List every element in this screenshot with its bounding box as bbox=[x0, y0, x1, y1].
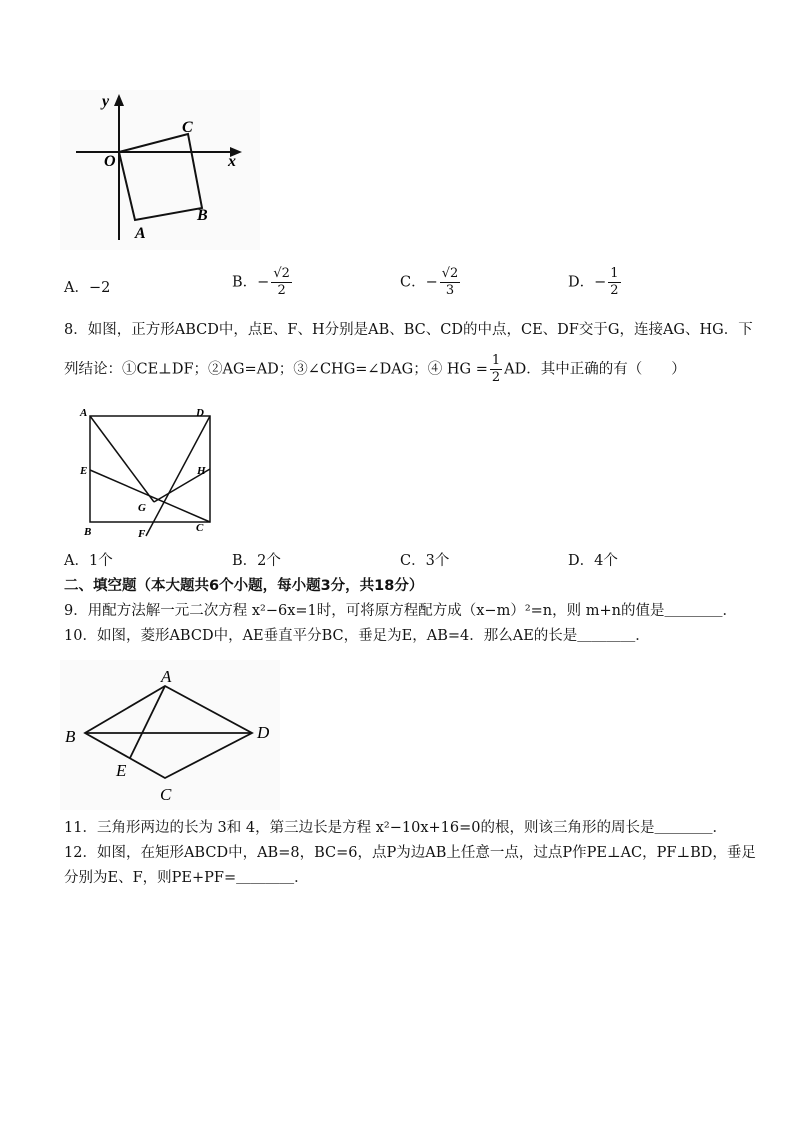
q10-text: 10．如图，菱形ABCD中，AE垂直平分BC，垂足为E，AB=4．那么AE的长是＿＿＿＿． bbox=[64, 628, 650, 644]
q7-option-a bbox=[64, 278, 110, 298]
label-g: G bbox=[138, 502, 146, 514]
label-h: H bbox=[197, 465, 206, 477]
q7-option-b-label: B．− bbox=[232, 274, 270, 291]
q7-option-b bbox=[232, 266, 294, 299]
q12-line1: 12．如图，在矩形ABCD中，AB=8，BC=6，点P为边AB上任意一点，过点P作PE⊥AC，PF⊥BD，垂足 bbox=[64, 845, 756, 861]
square-abcd bbox=[90, 416, 210, 522]
label-c: C bbox=[160, 785, 172, 804]
label-e: E bbox=[80, 465, 88, 477]
q8-fraction bbox=[490, 353, 502, 386]
q8-option-b: B．2个 bbox=[232, 553, 281, 569]
q8-fraction-num: 1 bbox=[491, 353, 501, 368]
segment-ag bbox=[90, 416, 154, 502]
label-c: C bbox=[182, 119, 193, 136]
figure-q10-rhombus bbox=[60, 660, 280, 810]
q7-option-c-fraction bbox=[440, 266, 461, 299]
q7-option-b-fraction bbox=[271, 266, 292, 299]
label-x: x bbox=[228, 153, 236, 170]
q7-option-d-num: 1 bbox=[610, 266, 619, 281]
label-e: E bbox=[116, 761, 127, 780]
label-b: B bbox=[84, 526, 92, 538]
label-b: B bbox=[65, 727, 76, 746]
figure-q8-square bbox=[72, 402, 222, 542]
label-a: A bbox=[135, 225, 146, 242]
label-o: O bbox=[104, 153, 116, 170]
label-a: A bbox=[161, 667, 172, 686]
q7-option-d-label: D．− bbox=[568, 274, 607, 291]
label-f: F bbox=[138, 528, 146, 540]
q8-option-d: D．4个 bbox=[568, 553, 618, 569]
q8-line2 bbox=[64, 353, 686, 386]
q7-option-d-den: 2 bbox=[610, 283, 619, 298]
q7-option-d-fraction bbox=[608, 266, 620, 299]
q8-line1: 8．如图，正方形ABCD中，点E、F、H分别是AB、BC、CD的中点，CE、DF交于G，连接AG、HG．下 bbox=[64, 322, 753, 338]
q7-option-c-den: 3 bbox=[445, 283, 455, 298]
label-y: y bbox=[102, 93, 110, 110]
label-d: D bbox=[257, 723, 270, 742]
q8-line2-post: AD．其中正确的有（ ） bbox=[504, 361, 686, 378]
q7-option-c-label: C．− bbox=[400, 274, 438, 291]
q8-option-c: C．3个 bbox=[400, 553, 450, 569]
q9-text: 9．用配方法解一元二次方程 x²−6x=1时，可将原方程配方成（x−m）²=n，则 m+n的值是＿＿＿＿． bbox=[64, 603, 737, 619]
q7-option-c bbox=[400, 266, 462, 299]
figure-q7-coordinate-square bbox=[60, 90, 260, 250]
label-d: D bbox=[196, 407, 204, 419]
q7-option-a-text: A．−2 bbox=[64, 280, 111, 296]
section-heading-fill-blank: 二、填空题（本大题共6个小题，每小题3分，共18分） bbox=[64, 578, 424, 594]
q12-line2: 分别为E、F，则PE+PF=＿＿＿＿． bbox=[64, 870, 309, 886]
q8-option-a: A．1个 bbox=[64, 553, 113, 569]
q7-option-b-num: √2 bbox=[273, 266, 290, 281]
q11-text: 11．三角形两边的长为 3和 4，第三边长是方程 x²−10x+16=0的根，则该三角形的周长是＿＿＿＿． bbox=[64, 820, 727, 836]
q8-fraction-den: 2 bbox=[491, 370, 501, 385]
label-b: B bbox=[197, 207, 208, 224]
q8-line2-pre: 列结论：①CE⊥DF；②AG=AD；③∠CHG=∠DAG；④ HG = bbox=[64, 361, 488, 378]
label-c: C bbox=[196, 522, 204, 534]
q7-option-d bbox=[568, 266, 623, 299]
q7-option-b-den: 2 bbox=[277, 283, 286, 298]
q7-option-c-num: √2 bbox=[441, 266, 459, 281]
label-a: A bbox=[80, 407, 88, 419]
